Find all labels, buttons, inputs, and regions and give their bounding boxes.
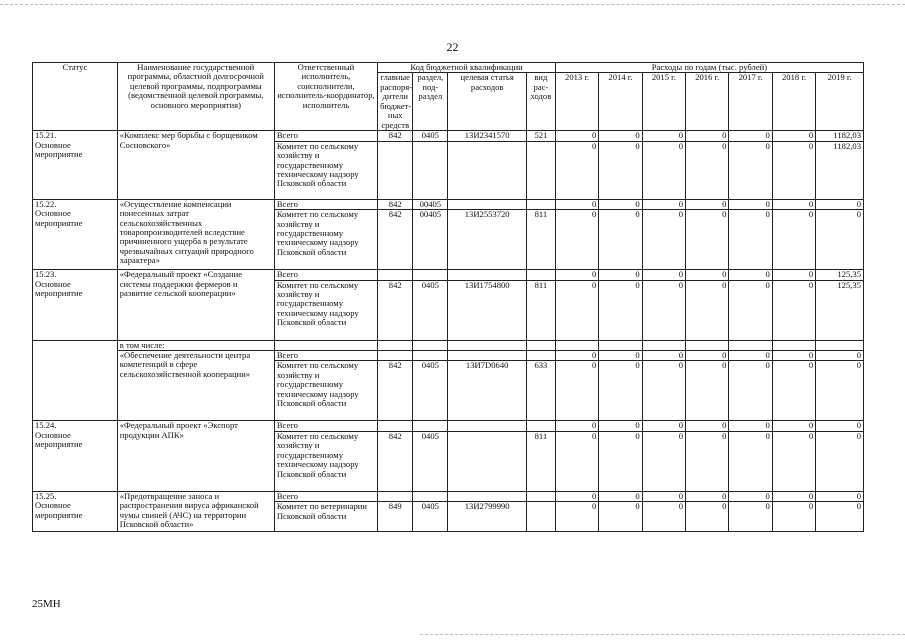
executor-cell: Всего [274,350,377,360]
value-cell: 0 [642,141,685,199]
value-cell: 0 [816,199,864,209]
value-cell: 0 [686,502,729,532]
executor-cell: Комитет по сельскому хозяйству и государственному техническому надзору Псковской области [274,361,377,421]
value-cell: 0 [816,491,864,501]
value-cell [729,340,772,350]
value-cell: 0 [772,361,815,421]
value-cell: 0 [555,199,598,209]
scan-edge-top [0,4,905,5]
header-year-2019: 2019 г. [816,73,864,131]
value-cell: 0 [772,141,815,199]
grbs-cell [378,340,413,350]
value-cell: 0 [642,131,685,141]
razdel-cell [413,270,448,280]
grbs-cell [378,421,413,431]
value-cell: 0 [642,199,685,209]
status-cell: 15.22. Основное мероприятие [33,199,118,269]
grbs-cell [378,350,413,360]
value-cell: 0 [729,421,772,431]
header-name: Наименование государственной программы, областной долгосрочной целевой программы, подпрограммы (ведомственной целевой программы, основного мероприятия) [117,63,274,131]
table-row [33,270,864,280]
value-cell: 0 [555,280,598,340]
value-cell: 0 [686,431,729,491]
value-cell: 0 [816,431,864,491]
table-row [33,491,864,501]
value-cell: 0 [729,431,772,491]
vr-cell [526,421,555,431]
value-cell: 0 [772,431,815,491]
value-cell [816,340,864,350]
value-cell: 0 [642,210,685,270]
cs-cell: 13И7D0640 [448,361,527,421]
vr-cell [526,502,555,532]
header-grbs: главные распоря-дители бюджет-ных средств [378,73,413,131]
value-cell [555,340,598,350]
value-cell: 0 [555,131,598,141]
razdel-cell: 0405 [413,361,448,421]
grbs-cell [378,141,413,199]
vr-cell: 811 [526,280,555,340]
value-cell: 0 [642,502,685,532]
status-cell: 15.25. Основное мероприятие [33,491,118,531]
value-cell: 0 [729,350,772,360]
vr-cell: 633 [526,361,555,421]
executor-cell: Комитет по сельскому хозяйству и государственному техническому надзору Псковской области [274,431,377,491]
grbs-cell: 842 [378,431,413,491]
table-row [33,340,864,350]
vr-cell [526,199,555,209]
value-cell: 0 [555,361,598,421]
footer-code: 25МН [32,598,61,610]
cs-cell: 13И2341570 [448,131,527,141]
executor-cell: Комитет по сельскому хозяйству и государственному техническому надзору Псковской области [274,210,377,270]
value-cell: 0 [686,270,729,280]
value-cell: 125,35 [816,280,864,340]
vr-cell [526,270,555,280]
value-cell: 0 [729,491,772,501]
name-cell: «Осуществление компенсации понесенных затрат сельскохозяйственных товаропроизводителей вследствие причиненного ущерба в результате чрезвычайных ситуаций природного характера» [117,199,274,269]
value-cell: 0 [729,210,772,270]
status-cell: 15.23. Основное мероприятие [33,270,118,340]
value-cell: 0 [729,502,772,532]
value-cell: 0 [816,361,864,421]
value-cell: 0 [642,280,685,340]
vr-cell: 811 [526,431,555,491]
grbs-cell: 849 [378,502,413,532]
value-cell: 0 [555,491,598,501]
value-cell: 0 [816,421,864,431]
value-cell: 0 [772,199,815,209]
executor-cell: Всего [274,131,377,141]
executor-cell: Всего [274,199,377,209]
value-cell: 0 [772,270,815,280]
executor-cell: Всего [274,421,377,431]
value-cell: 0 [772,210,815,270]
value-cell: 0 [555,431,598,491]
table-row [33,199,864,209]
name-cell: «Федеральный проект «Экспорт продукции АПК» [117,421,274,491]
value-cell: 1182,03 [816,131,864,141]
value-cell: 0 [599,270,642,280]
cs-cell: 13И2553720 [448,210,527,270]
header-budget-code: Код бюджетной квалификации [378,63,556,73]
value-cell [686,340,729,350]
value-cell: 0 [555,141,598,199]
value-cell: 0 [686,210,729,270]
table-row [33,421,864,431]
header-cs: целевая статья расходов [448,73,527,131]
executor-cell [274,340,377,350]
header-year-2017: 2017 г. [729,73,772,131]
value-cell: 0 [772,421,815,431]
cs-cell [448,421,527,431]
grbs-cell: 842 [378,131,413,141]
cs-cell [448,340,527,350]
razdel-cell [413,421,448,431]
value-cell [599,340,642,350]
header-executor: Ответственный исполнитель, соисполнители, исполнитель-координатор, исполнитель [274,63,377,131]
header-year-2016: 2016 г. [686,73,729,131]
value-cell: 0 [686,141,729,199]
value-cell: 0 [642,270,685,280]
razdel-cell: 0405 [413,280,448,340]
value-cell: 0 [729,131,772,141]
vr-cell: 811 [526,210,555,270]
razdel-cell: 00405 [413,199,448,209]
cs-cell [448,199,527,209]
value-cell: 0 [816,350,864,360]
budget-table [32,62,864,532]
value-cell: 0 [599,491,642,501]
name-cell: «Федеральный проект «Создание системы поддержки фермеров и развитие сельской кооперации» [117,270,274,340]
executor-cell: Всего [274,491,377,501]
vr-cell: 521 [526,131,555,141]
grbs-cell [378,270,413,280]
grbs-cell [378,491,413,501]
value-cell: 0 [772,350,815,360]
value-cell: 0 [686,350,729,360]
value-cell: 0 [642,350,685,360]
header-year-2015: 2015 г. [642,73,685,131]
cs-cell [448,141,527,199]
scan-edge-bottom [420,634,905,635]
value-cell: 0 [599,210,642,270]
value-cell: 1182,03 [816,141,864,199]
header-year-2014: 2014 г. [599,73,642,131]
value-cell: 0 [686,361,729,421]
value-cell: 0 [772,491,815,501]
name-cell: «Обеспечение деятельности центра компетенций в сфере сельскохозяйственной кооперации» [117,350,274,420]
name-cell: в том числе: [117,340,274,350]
status-cell: 15.21. Основное мероприятие [33,131,118,199]
value-cell: 0 [686,421,729,431]
vr-cell [526,491,555,501]
razdel-cell [413,141,448,199]
vr-cell [526,340,555,350]
executor-cell: Комитет по сельскому хозяйству и государственному техническому надзору Псковской области [274,141,377,199]
value-cell [642,340,685,350]
value-cell: 0 [686,131,729,141]
table-row [33,131,864,141]
razdel-cell [413,491,448,501]
value-cell: 0 [642,361,685,421]
name-cell: «Комплекс мер борьбы с борщевиком Сосновского» [117,131,274,199]
executor-cell: Комитет по ветеринарии Псковской области [274,502,377,532]
value-cell: 0 [555,350,598,360]
value-cell: 0 [555,421,598,431]
value-cell: 0 [729,361,772,421]
value-cell: 125,35 [816,270,864,280]
value-cell: 0 [599,502,642,532]
header-year-2018: 2018 г. [772,73,815,131]
razdel-cell: 0405 [413,502,448,532]
value-cell: 0 [772,502,815,532]
razdel-cell [413,350,448,360]
value-cell: 0 [599,131,642,141]
header-razdel: раздел, под-раздел [413,73,448,131]
header-row-1 [33,63,864,73]
vr-cell [526,350,555,360]
page-number: 22 [446,40,459,54]
executor-cell: Комитет по сельскому хозяйству и государственному техническому надзору Псковской области [274,280,377,340]
cs-cell: 13И1754800 [448,280,527,340]
header-vr: вид рас-ходов [526,73,555,131]
value-cell: 0 [599,141,642,199]
cs-cell [448,491,527,501]
value-cell: 0 [642,421,685,431]
value-cell: 0 [816,502,864,532]
name-cell: «Предотвращение заноса и распространения вируса африканской чумы свиней (АЧС) на территории Псковской области» [117,491,274,531]
razdel-cell: 0405 [413,431,448,491]
value-cell: 0 [729,280,772,340]
value-cell: 0 [729,199,772,209]
grbs-cell: 842 [378,199,413,209]
value-cell: 0 [599,421,642,431]
cs-cell [448,270,527,280]
grbs-cell: 842 [378,210,413,270]
value-cell: 0 [686,199,729,209]
status-cell [33,340,118,421]
value-cell: 0 [555,210,598,270]
cs-cell [448,350,527,360]
grbs-cell: 842 [378,280,413,340]
value-cell: 0 [599,280,642,340]
value-cell: 0 [729,141,772,199]
value-cell: 0 [555,502,598,532]
razdel-cell: 00405 [413,210,448,270]
razdel-cell: 0405 [413,131,448,141]
cs-cell [448,431,527,491]
status-cell: 15.24. Основное мероприятие [33,421,118,491]
value-cell: 0 [642,491,685,501]
table-row [33,350,864,360]
value-cell: 0 [599,350,642,360]
value-cell: 0 [772,131,815,141]
value-cell [772,340,815,350]
value-cell: 0 [729,270,772,280]
cs-cell: 13И2799990 [448,502,527,532]
header-expenses: Расходы по годам (тыс. рублей) [555,63,863,73]
value-cell: 0 [599,361,642,421]
grbs-cell: 842 [378,361,413,421]
value-cell: 0 [816,210,864,270]
header-status: Статус [33,63,118,131]
razdel-cell [413,340,448,350]
value-cell: 0 [599,199,642,209]
value-cell: 0 [686,280,729,340]
executor-cell: Всего [274,270,377,280]
value-cell: 0 [599,431,642,491]
value-cell: 0 [772,280,815,340]
value-cell: 0 [686,491,729,501]
header-year-2013: 2013 г. [555,73,598,131]
vr-cell [526,141,555,199]
value-cell: 0 [642,431,685,491]
value-cell: 0 [555,270,598,280]
